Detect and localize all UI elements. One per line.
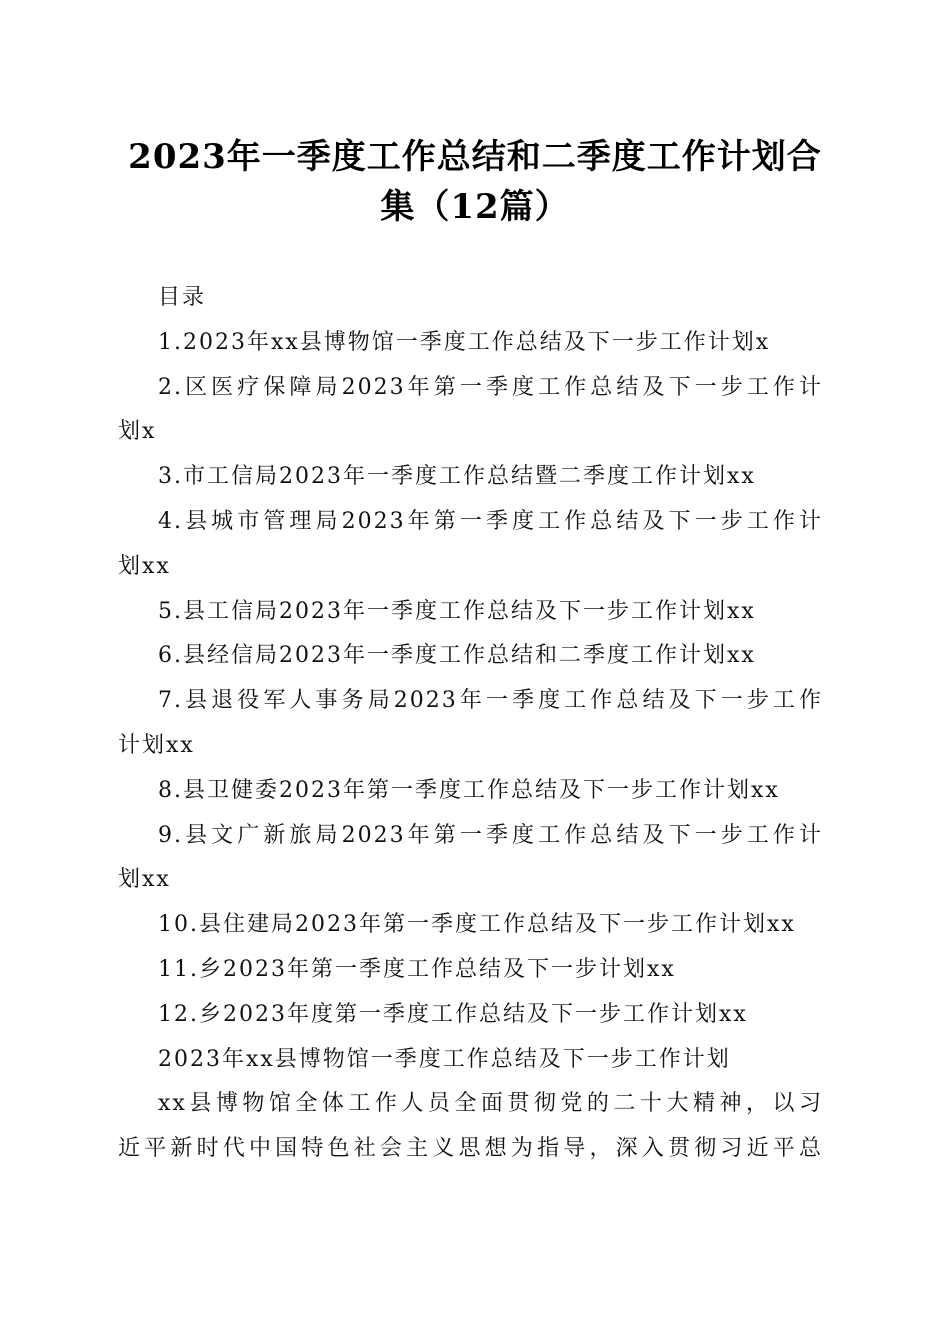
toc-item-12[interactable]: 12.乡2023年度第一季度工作总结及下一步工作计划xx: [158, 1001, 748, 1027]
toc-item-7[interactable]: 7.县退役军人事务局2023年一季度工作总结及下一步工作: [158, 688, 823, 714]
toc-item-2[interactable]: 2.区医疗保障局2023年第一季度工作总结及下一步工作计: [158, 374, 823, 400]
title-line-2: 集（12篇）: [380, 187, 570, 227]
toc-item-9[interactable]: 9.县文广新旅局2023年第一季度工作总结及下一步工作计: [158, 822, 823, 848]
section-heading: 2023年xx县博物馆一季度工作总结及下一步工作计划: [158, 1046, 731, 1072]
toc-item-8[interactable]: 8.县卫健委2023年第一季度工作总结及下一步工作计划xx: [158, 777, 780, 803]
paragraph-line-2: 近平新时代中国特色社会主义思想为指导，深入贯彻习近平总: [118, 1136, 823, 1162]
paragraph-line-1: xx县博物馆全体工作人员全面贯彻党的二十大精神，以习: [158, 1091, 823, 1117]
toc-item-10[interactable]: 10.县住建局2023年第一季度工作总结及下一步工作计划xx: [158, 912, 796, 938]
document-body: [118, 276, 823, 1172]
title-line-1: 2023年一季度工作总结和二季度工作计划合: [128, 137, 822, 177]
toc-item-1[interactable]: 1.2023年xx县博物馆一季度工作总结及下一步工作计划x: [158, 329, 771, 355]
toc-item-2-cont[interactable]: 划x: [118, 419, 157, 445]
toc-item-4-cont[interactable]: 划xx: [118, 553, 171, 579]
toc-item-3[interactable]: 3.市工信局2023年一季度工作总结暨二季度工作计划xx: [158, 464, 756, 490]
toc-item-9-cont[interactable]: 划xx: [118, 867, 171, 893]
toc-heading: 目录: [158, 285, 207, 310]
document-title: [118, 132, 832, 232]
toc-item-7-cont[interactable]: 计划xx: [118, 732, 195, 758]
toc-item-11[interactable]: 11.乡2023年第一季度工作总结及下一步计划xx: [158, 956, 676, 982]
toc-item-4[interactable]: 4.县城市管理局2023年第一季度工作总结及下一步工作计: [158, 508, 823, 534]
toc-item-6[interactable]: 6.县经信局2023年一季度工作总结和二季度工作计划xx: [158, 643, 756, 669]
toc-item-5[interactable]: 5.县工信局2023年一季度工作总结及下一步工作计划xx: [158, 598, 756, 624]
